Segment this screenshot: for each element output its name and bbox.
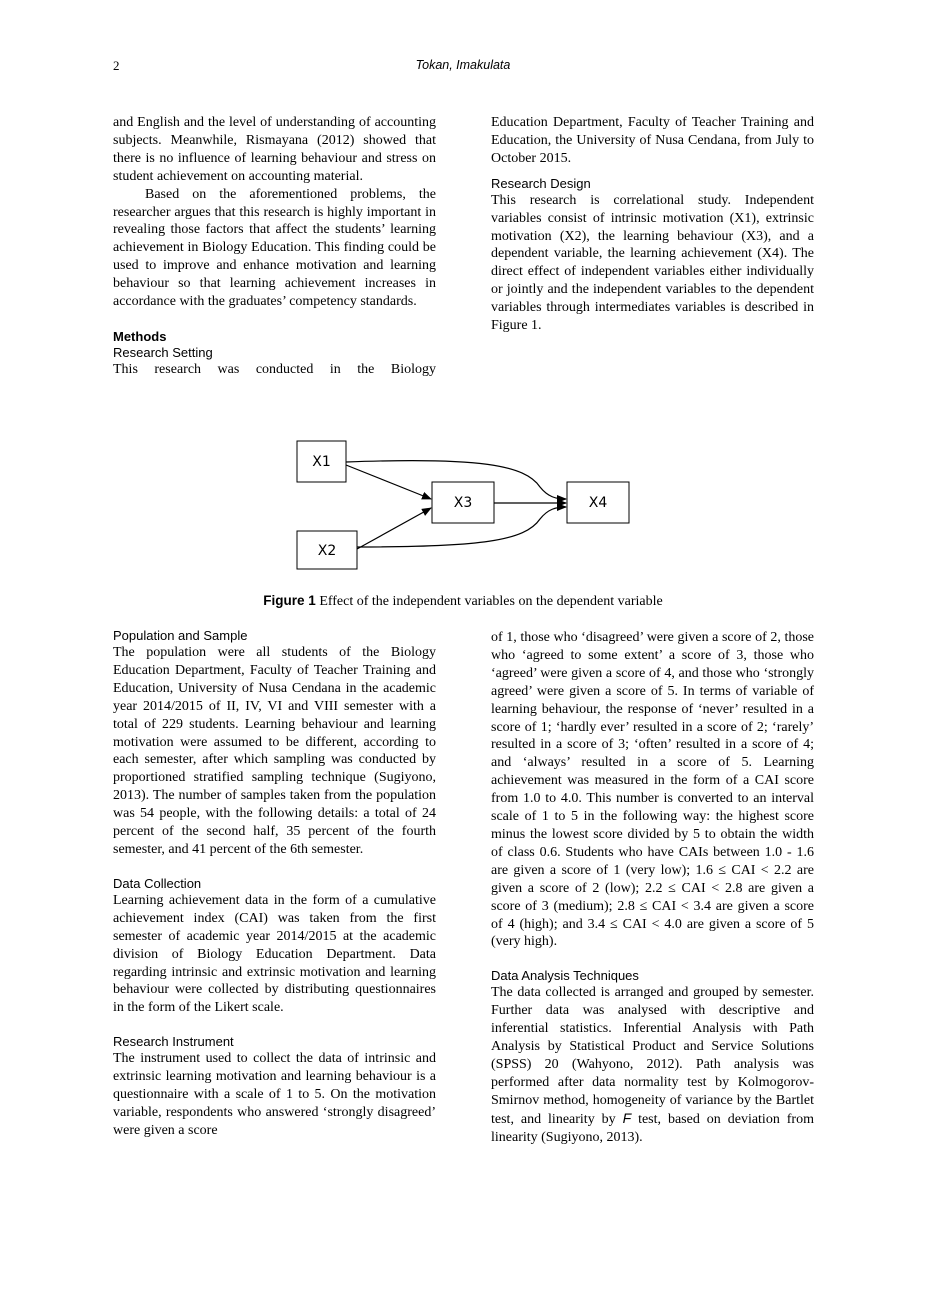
- svg-text:X1: X1: [312, 454, 331, 470]
- paragraph-research-setting: This research was conducted in the Biology: [113, 361, 436, 377]
- figure-caption: [0, 593, 926, 610]
- figure-caption-label: Figure 1: [263, 593, 316, 608]
- population-heading: Population and Sample: [113, 628, 248, 643]
- right-column-bottom: [491, 629, 814, 1146]
- right-column-top: [491, 114, 814, 335]
- arrow-x1-x3: [346, 465, 431, 499]
- research-setting-heading: Research Setting: [113, 344, 213, 360]
- paragraph-data-analysis: The data collected is arranged and grouped by semester. Further data was analysed with descriptive and inferential statistics. Inferential Analysis with Path Analysis by Statistical Product and Service Solutions (SPSS) 20 (Wahyono, 2012). Path analysis was performed after data normality test by Kolmogorov-Smirnov method, homogeneity of variance by the Bartlet test, and linearity by F test, based on deviation from linearity (Sugiyono, 2013).: [491, 985, 814, 1145]
- research-design-heading: Research Design: [491, 175, 591, 191]
- figure-path-diagram: [290, 435, 640, 575]
- research-instrument-heading: Research Instrument: [113, 1034, 234, 1050]
- node-x1: [297, 441, 346, 482]
- paragraph-continuation: and English and the level of understanding of accounting subjects. Meanwhile, Rismayana (2012) showed that there is no influence of learning behaviour and stress on student achievement on accounting material.: [113, 115, 436, 184]
- paragraph-problem-statement: Based on the aforementioned problems, the researcher argues that this research is highly important in revealing those factors that affect the students’ learning achievement in Biology Education. This finding could be used to improve and enhance motivation and learning behaviour so that learning achievement increases in accordance with the graduates’ competency standards.: [113, 186, 436, 310]
- node-x4: [567, 482, 629, 523]
- paragraph-data-collection: Learning achievement data in the form of a cumulative achievement index (CAI) was taken from the first semester of academic year 2014/2015 at the academic division of Biology Education Department. Data regarding intrinsic and extrinsic motivation and learning behaviour were collected by distributing questionnaires in the form of the Likert scale.: [113, 892, 436, 1016]
- f-test-symbol: F: [622, 1109, 632, 1126]
- paragraph-population: The population were all students of the Biology Education Department, Faculty of Teacher Training and Education, University of Nusa Cendana in the academic year 2014/2015 of II, IV, VI and VIII semester with a total of 229 students. Learning behaviour and learning motivation were assumed to be different, according to each semester, after which sampling was conducted by proportioned stratified sampling technique (Sugiyono, 2013). The number of samples taken from the population was 54 people, with the following details: a total of 24 percent of the second half, 35 percent of the fourth semester, and 41 percent of the 6th semester.: [113, 645, 436, 857]
- paragraph-setting-continued: Education Department, Faculty of Teacher Training and Education, the University of Nusa Cendana, from July to October 2015.: [491, 115, 814, 166]
- arrow-x2-x3: [357, 508, 431, 549]
- node-x2: [297, 531, 357, 569]
- page-number: 2: [113, 58, 120, 73]
- left-column-bottom: [113, 628, 436, 1140]
- paragraph-research-design: This research is correlational study. Independent variables consist of intrinsic motivation (X1), extrinsic motivation (X2), the learning behaviour (X3), and a dependent variable, the learning achievement (X4). The direct effect of independent variables either individually or jointly and the independent variables to the dependent variables through intermediates variables is described in Figure 1.: [491, 192, 814, 334]
- data-collection-heading: Data Collection: [113, 875, 202, 891]
- svg-text:X4: X4: [588, 495, 608, 511]
- svg-text:X3: X3: [453, 495, 473, 511]
- methods-heading: Methods: [113, 328, 167, 344]
- paragraph-scoring: of 1, those who ‘disagreed’ were given a score of 2, those who ‘agreed to some extent’ a score of 3, those who ‘agreed’ were given a score of 4, and those who ‘strongly agreed’ were given a score of 5. In terms of variable of learning behaviour, the response of ‘never’ resulted in a score of 1; ‘hardly ever’ resulted in a score of 2; ‘rarely’ resulted in a score of 3; ‘often’ resulted in a score of 4; and ‘always’ resulted in a score of 5. Learning achievement was measured in the form of a CAI score from 1.0 to 4.0. This number is converted to an interval scale of 1 to 5 in the following way: the highest score minus the lowest score divided by 5 to obtain the width of class 0.6. Students who have CAIs between 1.0 - 1.6 are given a score of 1 (very low); 1.6 ≤ CAI < 2.2 are given a score of 2 (low); 2.2 ≤ CAI < 2.8 are given a score of 3 (medium); 2.8 ≤ CAI < 3.4 are given a score of 4 (high); and 3.4 ≤ CAI < 4.0 are given a score of 5 (very high).: [491, 630, 814, 950]
- node-x3: [432, 482, 494, 523]
- svg-text:X2: X2: [317, 543, 337, 559]
- figure-caption-text: Effect of the independent variables on the dependent variable: [315, 594, 663, 609]
- data-analysis-heading: Data Analysis Techniques: [491, 968, 639, 984]
- paragraph-research-instrument: The instrument used to collect the data of intrinsic and extrinsic learning motivation and learning behaviour is a questionnaire with a scale of 1 to 5. On the motivation variable, respondents who answered ‘strongly disagreed’ were given a score: [113, 1051, 436, 1138]
- running-title: Tokan, Imakulata: [415, 58, 511, 72]
- left-column-top: [113, 114, 436, 379]
